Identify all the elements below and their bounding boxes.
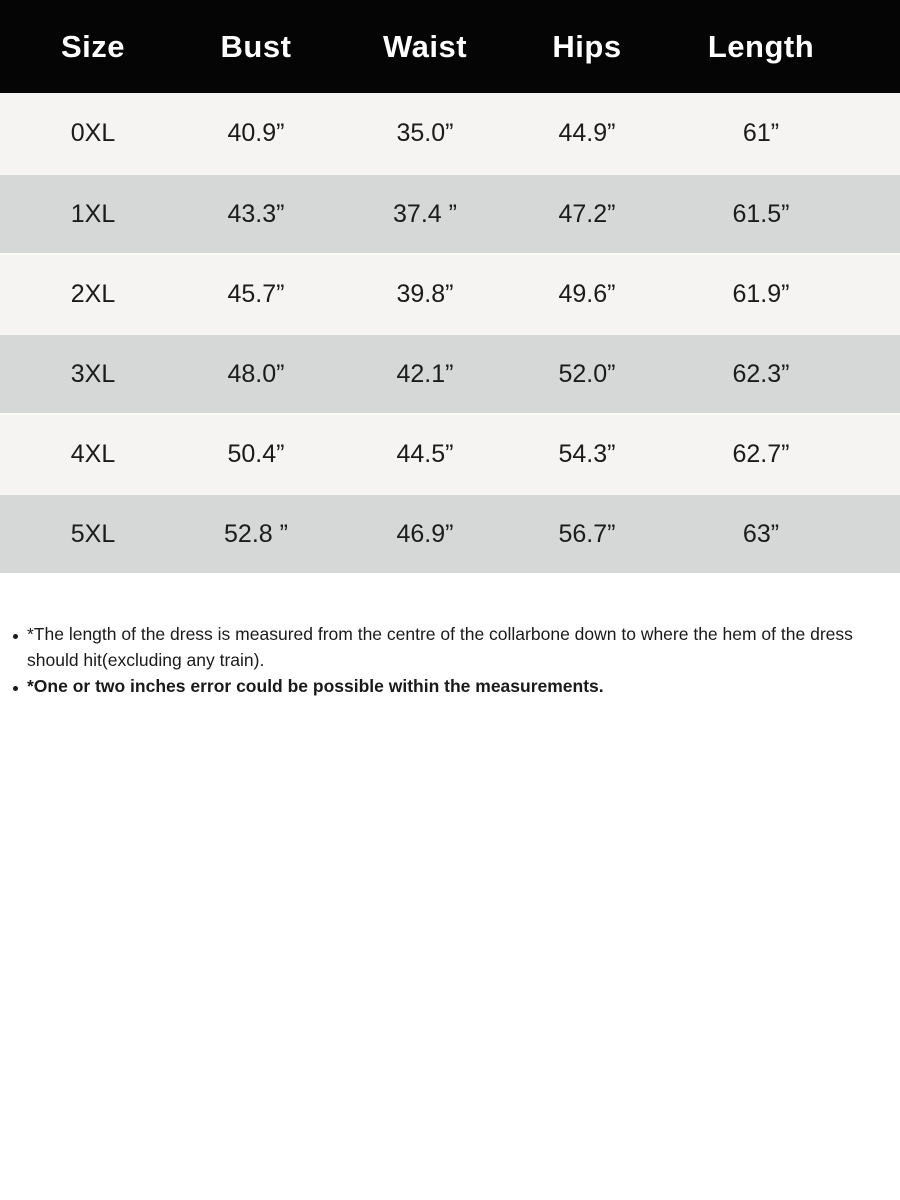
table-row-5xl [0,493,900,573]
footnote-text: *The length of the dress is measured from the centre of the collarbone down to where the hem of the dress should hit(excluding any train). [27,624,853,670]
cell-bust: 43.3” [227,199,285,228]
column-header-length: Length [707,28,815,64]
cell-size: 0XL [70,118,116,147]
cell-waist: 37.4 ” [393,199,457,228]
cell-size: 2XL [70,279,116,308]
cell-bust: 52.8 ” [224,519,288,548]
cell-waist: 42.1” [396,359,454,388]
cell-bust: 48.0” [227,359,285,388]
cell-size: 5XL [70,519,116,548]
cell-hips: 47.2” [558,199,616,228]
cell-length: 62.7” [732,439,790,468]
table-header-row [0,0,900,93]
column-header-hips: Hips [552,28,622,64]
cell-length: 63” [742,519,780,548]
cell-bust: 40.9” [227,118,285,147]
cell-hips: 54.3” [558,439,616,468]
size-chart-table [0,0,900,573]
cell-length: 61” [742,118,780,147]
footnote-measurement-error [0,673,886,699]
footnote-length-measurement [0,621,886,673]
cell-length: 62.3” [732,359,790,388]
cell-hips: 44.9” [558,118,616,147]
table-row-4xl [0,413,900,493]
cell-hips: 56.7” [558,519,616,548]
footnote-text: *One or two inches error could be possible within the measurements. [27,676,604,696]
cell-size: 3XL [70,359,116,388]
cell-hips: 52.0” [558,359,616,388]
table-row-3xl [0,333,900,413]
column-header-waist: Waist [382,28,468,64]
cell-waist: 39.8” [396,279,454,308]
cell-waist: 44.5” [396,439,454,468]
cell-length: 61.9” [732,279,790,308]
cell-hips: 49.6” [558,279,616,308]
bullet-icon [13,686,18,691]
column-header-bust: Bust [220,28,292,64]
cell-waist: 46.9” [396,519,454,548]
cell-size: 1XL [70,199,116,228]
cell-bust: 50.4” [227,439,285,468]
table-row-2xl [0,253,900,333]
cell-waist: 35.0” [396,118,454,147]
column-header-size: Size [60,28,126,64]
cell-length: 61.5” [732,199,790,228]
footnotes [0,621,900,699]
table-row-1xl [0,173,900,253]
table-row-0xl [0,93,900,173]
cell-bust: 45.7” [227,279,285,308]
cell-size: 4XL [70,439,116,468]
bullet-icon [13,634,18,639]
